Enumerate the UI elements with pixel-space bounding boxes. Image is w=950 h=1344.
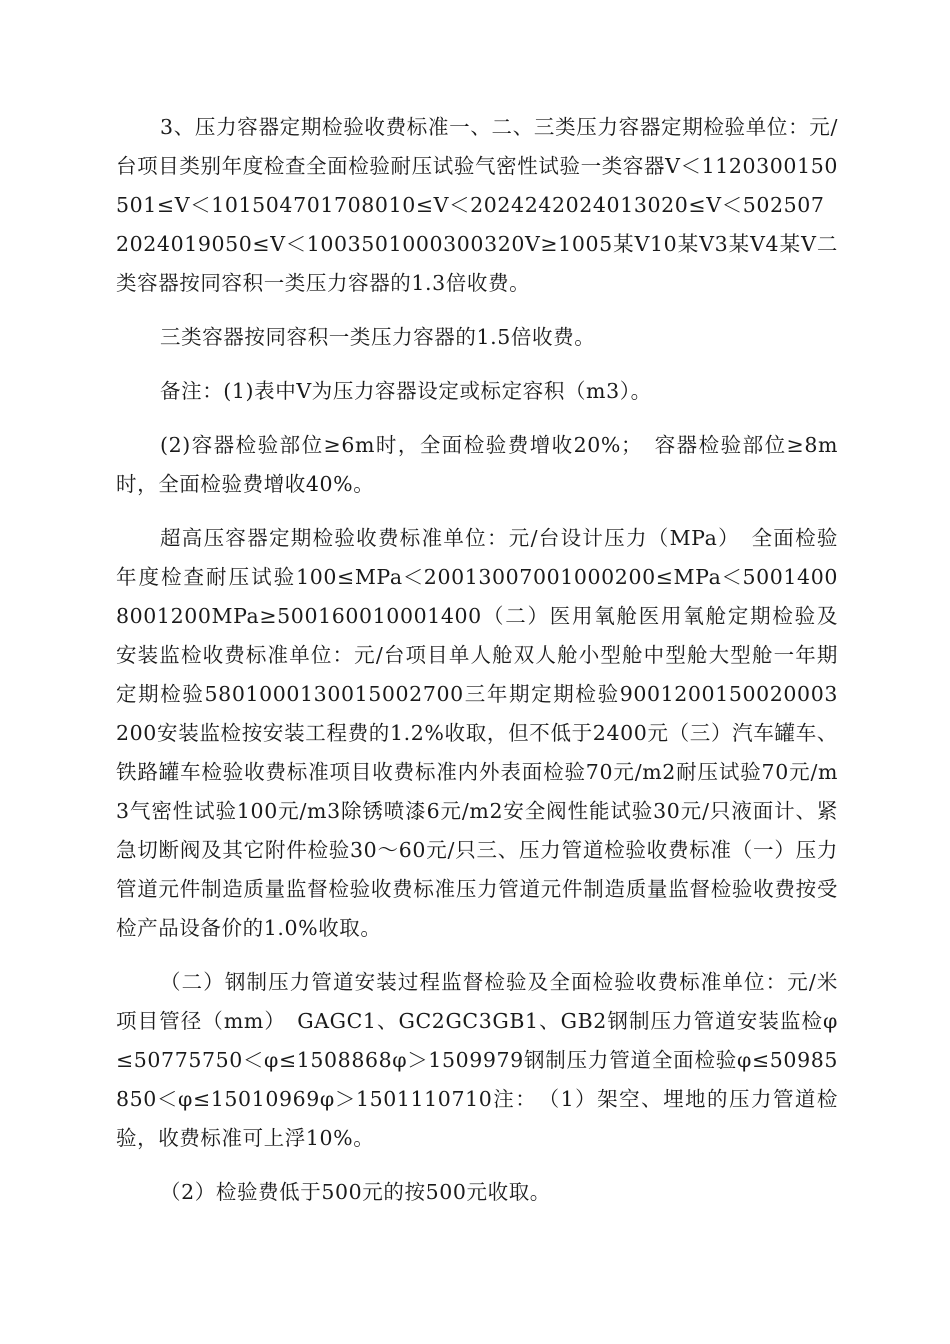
- paragraph-minimum-fee: （2）检验费低于500元的按500元收取。: [160, 1180, 551, 1204]
- document-body: [116, 108, 838, 1227]
- paragraph-vessel-fee-standard: 3、压力容器定期检验收费标准一、二、三类压力容器定期检验单位：元/台项目类别年度检查全面检验耐压试验气密性试验一类容器V＜1120300150501≤V＜101504701708010≤V＜2024242024013020≤V＜5025072024019050≤V＜1003501000300320V≥1005某V10某V3某V4某V二类容器按同容积一类压力容器的1.3倍收费。: [116, 115, 838, 295]
- paragraph-class-three-vessels: 三类容器按同容积一类压力容器的1.5倍收费。: [160, 325, 596, 349]
- paragraph-ultra-high-pressure: 超高压容器定期检验收费标准单位：元/台设计压力（MPa） 全面检验年度检查耐压试验100≤MPa＜20013007001000200≤MPa＜50014008001200MPa≥500160010001400（二）医用氧舱医用氧舱定期检验及安装监检收费标准单位：元/台项目单人舱双人舱小型舱中型舱大型舱一年期定期检验5801000130015002700三年期定期检验9001200150020003200安装监检按安装工程费的1.2%收取，但不低于2400元（三）汽车罐车、铁路罐车检验收费标准项目收费标准内外表面检验70元/m2耐压试验70元/m3气密性试验100元/m3除锈喷漆6元/m2安全阀性能试验30元/只液面计、紧急切断阀及其它附件检验30～60元/只三、压力管道检验收费标准（一）压力管道元件制造质量监督检验收费标准压力管道元件制造质量监督检验收费按受检产品设备价的1.0%收取。: [116, 526, 838, 940]
- paragraph-steel-pipeline: （二）钢制压力管道安装过程监督检验及全面检验收费标准单位：元/米项目管径（mm） GAGC1、GC2GC3GB1、GB2钢制压力管道安装监检φ≤50775750＜φ≤1508868φ＞1509979钢制压力管道全面检验φ≤50985850＜φ≤15010969φ＞1501110710注： （1）架空、埋地的压力管道检验，收费标准可上浮10%。: [116, 970, 838, 1150]
- paragraph-remark-height: (2)容器检验部位≥6m时，全面检验费增收20%； 容器检验部位≥8m时，全面检验费增收40%。: [116, 433, 838, 496]
- paragraph-remark-volume: 备注：(1)表中V为压力容器设定或标定容积（m3）。: [160, 379, 652, 403]
